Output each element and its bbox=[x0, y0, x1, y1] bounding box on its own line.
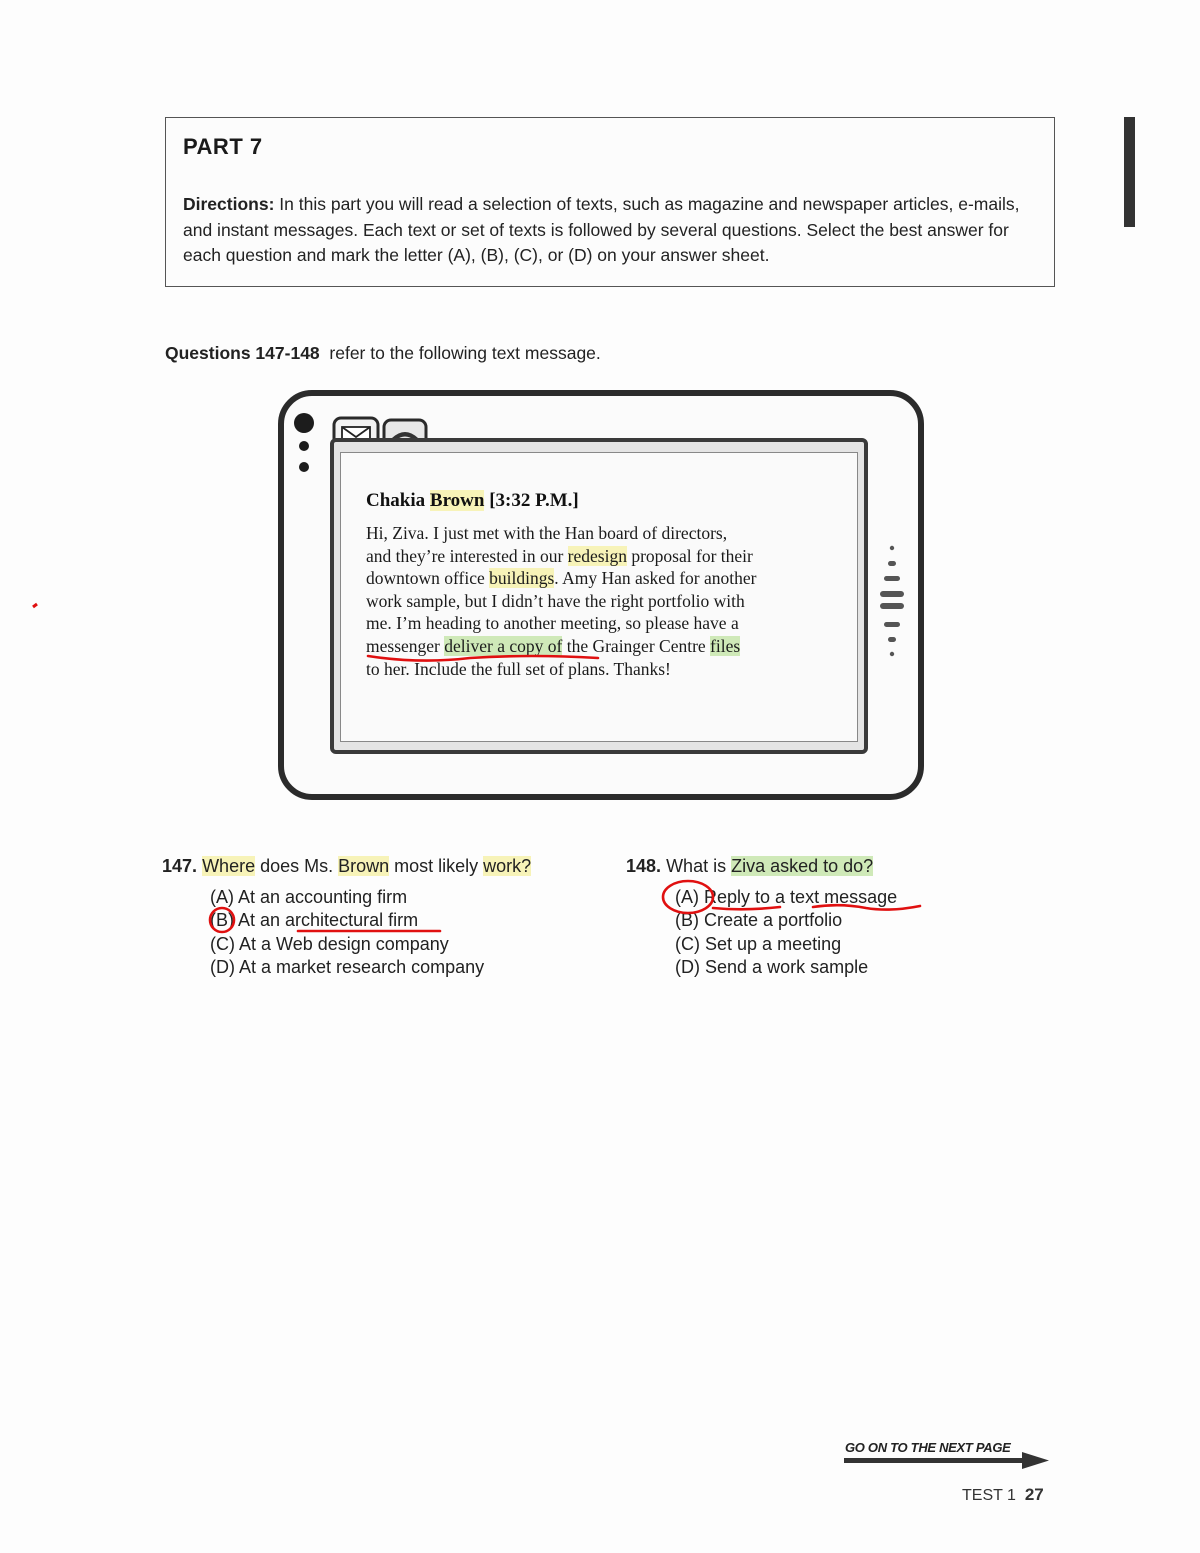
page-footer bbox=[962, 1485, 1044, 1505]
directions-label: Directions: bbox=[183, 194, 275, 214]
speaker-grille-icon bbox=[877, 543, 907, 661]
part-title: PART 7 bbox=[183, 134, 263, 159]
test-label: TEST 1 bbox=[962, 1487, 1016, 1504]
highlight-files: files bbox=[710, 635, 741, 656]
option-c[interactable]: (C) At a Web design company bbox=[210, 933, 449, 954]
message-line: work sample, but I didn’t have the right portfolio with bbox=[366, 590, 745, 611]
directions-text bbox=[183, 192, 1048, 269]
arrow-right-icon bbox=[844, 1452, 1050, 1472]
go-on-next-page: GO ON TO THE NEXT PAGE bbox=[845, 1440, 1011, 1455]
device-dot bbox=[299, 441, 309, 451]
message-time: [3:32 P.M.] bbox=[489, 490, 579, 511]
highlight-buildings: buildings bbox=[489, 568, 555, 589]
option-d[interactable]: (D) At a market research company bbox=[210, 956, 485, 977]
question-148: 148. What is Ziva asked to do? bbox=[626, 856, 874, 876]
highlight-deliver-copy: deliver a copy of bbox=[444, 635, 563, 656]
option-a[interactable]: (A) At an accounting firm bbox=[210, 887, 408, 907]
questions-reference bbox=[165, 343, 601, 364]
message-line: me. I’m heading to another meeting, so please have a bbox=[366, 613, 739, 634]
directions-body: In this part you will read a selection of texts, such as magazine and newspaper articles, e-mails, and instant messages. Each text or set of texts is followed by several questions. Select the best answer for each question and mark the letter (A), (B), (C), or (D) on your answer sheet. bbox=[183, 194, 1020, 265]
message-line: downtown office buildings. Amy Han asked for another bbox=[366, 568, 757, 589]
option-a[interactable]: (A) Reply to a text message bbox=[675, 887, 898, 907]
question-148-options bbox=[675, 886, 897, 979]
question-number: 148. bbox=[626, 856, 662, 876]
page-number: 27 bbox=[1024, 1485, 1044, 1504]
question-147: 147. Where does Ms. Brown most likely work? bbox=[162, 856, 532, 876]
option-b[interactable]: (B) At an architectural firm bbox=[210, 910, 419, 931]
message-line: Hi, Ziva. I just met with the Han board of directors, bbox=[366, 523, 728, 543]
option-c[interactable]: (C) Set up a meeting bbox=[675, 933, 842, 954]
device-dot bbox=[299, 462, 309, 472]
option-d[interactable]: (D) Send a work sample bbox=[675, 956, 869, 977]
highlight-redesign: redesign bbox=[567, 545, 627, 566]
message-body bbox=[366, 522, 836, 680]
message-line: and they’re interested in our redesign proposal for their bbox=[366, 545, 753, 566]
question-number: 147. bbox=[162, 856, 198, 876]
side-tab-mark bbox=[1124, 117, 1135, 227]
red-mark bbox=[33, 604, 37, 607]
message-line: to her. Include the full set of plans. Thanks! bbox=[366, 658, 671, 679]
questions-range: Questions 147-148 bbox=[165, 343, 320, 363]
option-b[interactable]: (B) Create a portfolio bbox=[675, 910, 843, 931]
sender-last-name: Brown bbox=[429, 490, 485, 511]
camera-dot bbox=[294, 413, 314, 433]
question-147-options bbox=[210, 886, 484, 979]
message-line: messenger deliver a copy of the Grainger Centre files bbox=[366, 635, 741, 656]
sender-first-name: Chakia bbox=[366, 490, 426, 511]
questions-ref-text: refer to the following text message. bbox=[329, 343, 601, 363]
message-header bbox=[366, 490, 579, 512]
